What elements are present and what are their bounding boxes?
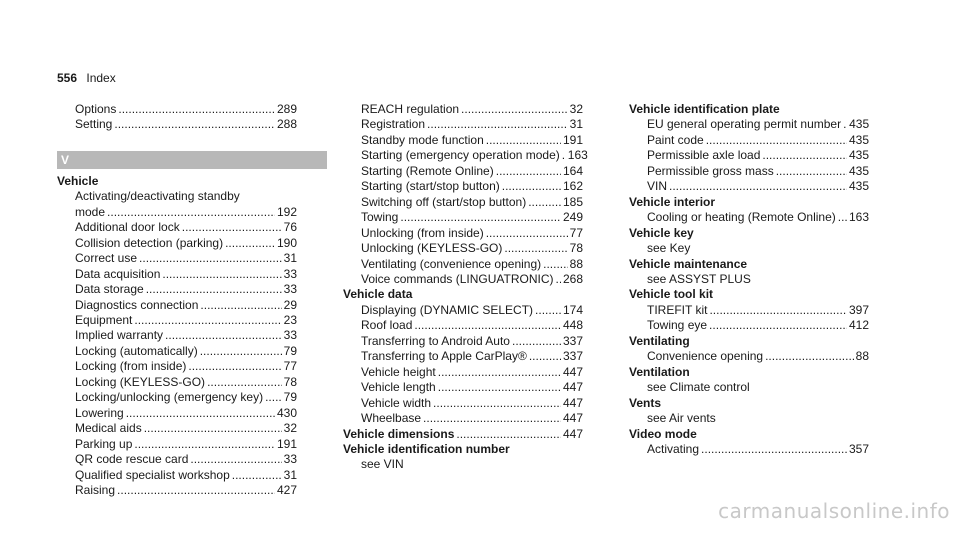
index-entry: VIN ..... 435 bbox=[629, 179, 869, 194]
index-entry: Starting (emergency operation mode) ..... 163 bbox=[343, 148, 583, 163]
index-entry: Convenience opening ..... 88 bbox=[629, 349, 869, 364]
page-number: 556 bbox=[57, 71, 78, 85]
index-column-1 bbox=[57, 102, 297, 498]
index-entry: Additional door lock ..... 76 bbox=[57, 220, 297, 235]
page-header bbox=[57, 71, 116, 85]
index-entry: Options ..... 289 bbox=[57, 102, 297, 117]
index-entry: Qualified specialist workshop ..... 31 bbox=[57, 468, 297, 483]
index-entry: Raising ..... 427 bbox=[57, 483, 297, 498]
index-entry: Registration ..... 31 bbox=[343, 117, 583, 132]
index-entry: Unlocking (from inside) ..... 77 bbox=[343, 226, 583, 241]
index-entry: Towing ..... 249 bbox=[343, 210, 583, 225]
index-entry: EU general operating permit number ..... 435 bbox=[629, 117, 869, 132]
index-heading: Vehicle tool kit bbox=[629, 287, 714, 302]
index-entry: Data storage ..... 33 bbox=[57, 282, 297, 297]
index-entry: Locking (automatically) ..... 79 bbox=[57, 344, 297, 359]
see-reference: see Air vents bbox=[647, 411, 716, 426]
index-entry: Parking up ..... 191 bbox=[57, 437, 297, 452]
index-entry: Paint code ..... 435 bbox=[629, 133, 869, 148]
index-heading: Vehicle data bbox=[343, 287, 413, 302]
index-entry: mode ..... 192 bbox=[57, 205, 297, 220]
index-entry: Correct use ..... 31 bbox=[57, 251, 297, 266]
index-entry: Data acquisition ..... 33 bbox=[57, 267, 297, 282]
index-column-3 bbox=[629, 102, 869, 457]
index-entry: Roof load ..... 448 bbox=[343, 318, 583, 333]
index-entry: Vehicle height ..... 447 bbox=[343, 365, 583, 380]
index-heading: Video mode bbox=[629, 426, 697, 441]
index-entry: Starting (Remote Online) ..... 164 bbox=[343, 164, 583, 179]
index-entry: QR code rescue card ..... 33 bbox=[57, 452, 297, 467]
index-entry: Lowering ..... 430 bbox=[57, 406, 297, 421]
watermark: carmanualsonline.info bbox=[718, 499, 950, 523]
index-heading: Ventilating bbox=[629, 333, 690, 348]
index-entry: Setting ..... 288 bbox=[57, 117, 297, 132]
index-heading-entry: Vehicle dimensions ..... 447 bbox=[343, 427, 583, 442]
see-reference: see Climate control bbox=[647, 380, 750, 395]
index-entry: Implied warranty ..... 33 bbox=[57, 328, 297, 343]
index-entry: Vehicle width ..... 447 bbox=[343, 396, 583, 411]
index-column-2 bbox=[343, 102, 588, 473]
index-entry: Collision detection (parking) ..... 190 bbox=[57, 236, 297, 251]
index-entry: Vehicle length ..... 447 bbox=[343, 380, 583, 395]
index-entry: Transferring to Apple CarPlay® ..... 337 bbox=[343, 349, 583, 364]
index-heading: Vehicle identification number bbox=[343, 441, 510, 456]
index-entry: Equipment ..... 23 bbox=[57, 313, 297, 328]
index-entry: Locking (KEYLESS-GO) ..... 78 bbox=[57, 375, 297, 390]
index-entry: Locking (from inside) ..... 77 bbox=[57, 359, 297, 374]
index-entry: Towing eye ..... 412 bbox=[629, 318, 869, 333]
see-reference: see ASSYST PLUS bbox=[647, 271, 751, 286]
index-entry: Ventilating (convenience opening) ..... 88 bbox=[343, 257, 583, 272]
index-entry: Wheelbase ..... 447 bbox=[343, 411, 583, 426]
index-entry: TIREFIT kit ..... 397 bbox=[629, 303, 869, 318]
see-reference: see VIN bbox=[361, 457, 404, 472]
index-heading: Vehicle identification plate bbox=[629, 102, 780, 116]
index-entry: Cooling or heating (Remote Online) ..... 163 bbox=[629, 210, 869, 225]
index-entry: REACH regulation ..... 32 bbox=[343, 102, 583, 117]
index-entry: Displaying (DYNAMIC SELECT) ..... 174 bbox=[343, 303, 583, 318]
index-entry: Standby mode function ..... 191 bbox=[343, 133, 583, 148]
index-entry: Activating ..... 357 bbox=[629, 442, 869, 457]
index-entry: Switching off (start/stop button) ..... 185 bbox=[343, 195, 583, 210]
letter-divider: V bbox=[57, 151, 327, 169]
index-entry: Permissible gross mass ..... 435 bbox=[629, 164, 869, 179]
section-title: Index bbox=[86, 71, 116, 85]
index-entry: Permissible axle load ..... 435 bbox=[629, 148, 869, 163]
index-heading: Ventilation bbox=[629, 364, 690, 379]
index-entry: Locking/unlocking (emergency key) ..... 79 bbox=[57, 390, 297, 405]
index-entry: Transferring to Android Auto ..... 337 bbox=[343, 334, 583, 349]
index-heading: Vehicle interior bbox=[629, 194, 716, 209]
index-heading: Vehicle key bbox=[629, 225, 694, 240]
index-entry: Medical aids ..... 32 bbox=[57, 421, 297, 436]
see-reference: see Key bbox=[647, 241, 691, 256]
index-heading: Vents bbox=[629, 395, 662, 410]
index-heading: Vehicle bbox=[57, 173, 99, 188]
index-entry: Starting (start/stop button) ..... 162 bbox=[343, 179, 583, 194]
index-entry: Diagnostics connection ..... 29 bbox=[57, 298, 297, 313]
index-entry-line: Activating/deactivating standby bbox=[75, 189, 240, 204]
index-entry: Voice commands (LINGUATRONIC) ..... 268 bbox=[343, 272, 583, 287]
index-entry: Unlocking (KEYLESS-GO) ..... 78 bbox=[343, 241, 583, 256]
index-heading: Vehicle maintenance bbox=[629, 256, 748, 271]
